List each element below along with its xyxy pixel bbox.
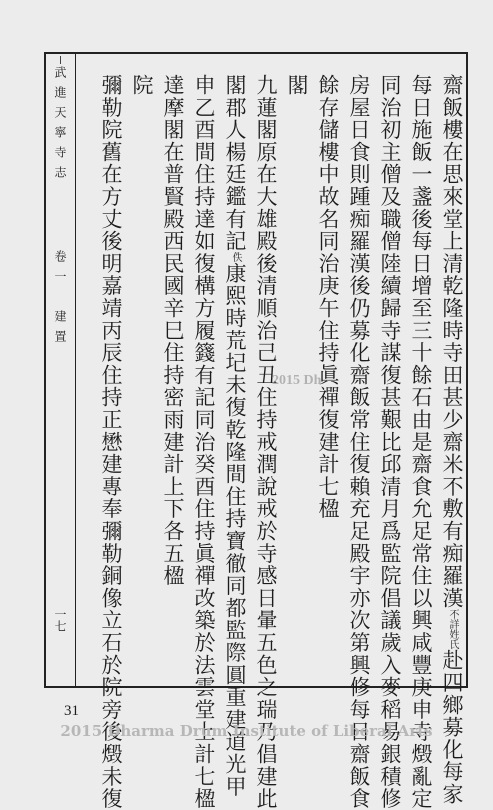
page-number: 31 [64,703,79,719]
text-column: 齋飯樓在思來堂上清乾隆時寺田甚少齋米不敷有痴羅漢不詳姓氏赴四鄉募化每家 [440,74,464,806]
section-heading: 閣 [285,74,309,97]
text-column: 同治初主僧及職僧陸續歸寺謀復甚艱比邱清月爲監院倡議歲入麥稻易銀積修 [378,74,402,810]
text-column: 每日施飯一盞後每日增至三十餘石由是齋食允足常住以興咸豐庚申寺燬亂定 [409,74,433,810]
text-column: 九蓮閣原在大雄殿後清順治己丑住持戒潤說戒於寺感日暈五色之瑞乃倡建此 [254,74,278,810]
watermark-stamp: 2015 Dh [272,373,322,388]
chapter-label: 卷一 建置 [53,250,67,350]
book-title: 武進天寧寺志 [53,66,67,186]
section-heading: 院 [130,74,154,97]
footer-watermark: 2015 Dharma Drum Institute of Liberal Arts [60,722,433,740]
text-column: 閣郡人楊廷鑑有記佚康熙時荒圮未復乾隆間住持寶徹同都監際圓重建道光甲 [223,74,247,798]
text-column: 申乙酉間住持達如復構方履籛有記同治癸酉住持眞禪改築於法雲堂上計七楹 [192,74,216,810]
inline-note: 佚 [230,252,241,263]
margin-rule [60,56,61,64]
text-column: 餘存儲樓中故名同治庚午住持眞禪復建計七楹 [316,74,340,520]
folio-label: 一七 [53,608,67,632]
text-column: 達摩閣在普賢殿西民國辛巳住持密雨建計上下各五楹 [161,74,185,587]
inline-note: 不詳姓氏 [447,609,458,650]
text-column: 房屋日食則踵痴羅漢後仍募化齋飯常住復賴充足殿宇亦次第興修每日齋飯食 [347,74,371,810]
text-column: 彌勒院舊在方丈後明嘉靖丙辰住持正懋建專奉彌勒銅像立石於院旁後燬未復 [99,74,123,810]
